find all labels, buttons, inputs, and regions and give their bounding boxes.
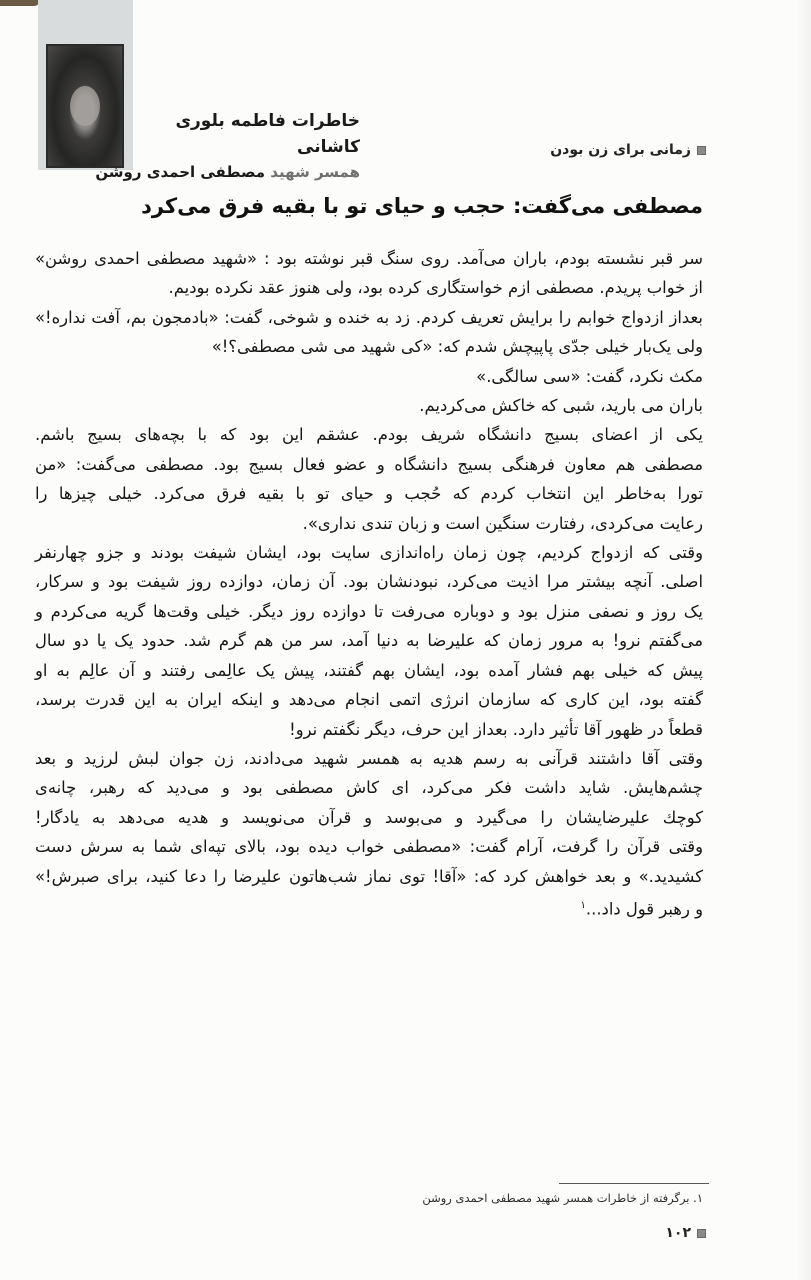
body-line: از خواب پریدم. مصطفی ازم خواستگاری کرده بود، ولی هنوز عقد نکرده بودیم. bbox=[168, 278, 703, 298]
author-relation: همسر شهید bbox=[270, 163, 360, 181]
footnote: ۱. برگرفته از خاطرات همسر شهید مصطفی احمدی روشن bbox=[422, 1191, 703, 1205]
body-line: بعداز ازدواج خوابم را برایش تعریف کردم. زد به خنده و شوخی، گفت: «بادمجون بم، آفت نداره!» bbox=[35, 307, 703, 327]
footnote-marker[interactable]: ۱ bbox=[580, 899, 586, 911]
body-line: تورا به‌خاطر این انتخاب کردم که حُجب و حیای تو با بقیه فرق می‌کرد. خیلی چیزها را bbox=[35, 484, 703, 504]
body-line: کشیدید.» و بعد خواهش کرد که: «آقا! توی نماز شب‌هاتون علیرضا را دعا کنید، برای صبرش!» bbox=[35, 866, 703, 886]
body-line-final bbox=[35, 891, 703, 924]
body-line-final-text: و رهبر قول داد... bbox=[585, 899, 703, 919]
square-bullet-icon bbox=[697, 146, 706, 155]
body-line: قطعاً در ظهور آقا تأثیر دارد. بعداز این حرف، دیگر نگفتم نرو! bbox=[289, 719, 703, 739]
body-line: رعایت می‌کردی، رفتارت سنگین است و زبان تندی نداری». bbox=[302, 513, 703, 533]
body-line: وقتی قرآن را گرفت، آرام گفت: «مصطفی خواب دیده بود، بالای تپه‌ای شما به سرش دست bbox=[35, 837, 703, 857]
author-portrait bbox=[38, 0, 133, 170]
running-head-text: زمانی برای زن بودن bbox=[550, 142, 691, 158]
author-martyr-name: مصطفی احمدی روشن bbox=[95, 163, 266, 181]
portrait-face bbox=[70, 86, 100, 126]
body-line: چشم‌هایش. شاید داشت فکر می‌کرد، ای کاش مصطفی بود و می‌دید که رهبر، چانه‌ی bbox=[35, 778, 703, 798]
portrait-photo bbox=[46, 44, 124, 168]
body-line: یکی از اعضای بسیج دانشگاه شریف بودم. عشقم این بود که با بچه‌های بسیج باشم. bbox=[35, 425, 703, 445]
footnote-divider bbox=[559, 1183, 709, 1184]
page-edge bbox=[797, 0, 811, 1280]
square-bullet-icon bbox=[697, 1229, 706, 1238]
page-corner-shadow bbox=[0, 0, 40, 6]
body-line: پیش که خیلی بهم فشار آمده بود، ایشان بهم گفتند، پیش یک عالِمی رفتند و آن عالِم به او bbox=[35, 660, 703, 680]
running-head bbox=[550, 142, 706, 158]
author-name: خاطرات فاطمه بلوری کاشانی bbox=[175, 111, 360, 157]
body-line: سر قبر نشسته بودم، باران می‌آمد. روی سنگ قبر نوشته بود : «شهید مصطفی احمدی روشن» bbox=[35, 249, 703, 268]
body-line: می‌گفتم نرو! به مرور زمان که علیرضا به دنیا آمد، سر من هم گرم شد. حدود یک یا دو سال bbox=[35, 631, 703, 651]
author-subtitle bbox=[95, 160, 360, 184]
page-number-text: ۱۰۲ bbox=[665, 1225, 691, 1241]
body-line: باران می بارید، شبی که خاکش می‌کردیم. bbox=[419, 396, 703, 416]
body-text bbox=[35, 244, 703, 924]
body-line: وقتی آقا داشتند قرآنی به رسم هدیه به همسر شهید می‌دادند، زن جوان لبش لرزید و بعد bbox=[35, 748, 703, 768]
body-line: یک روز و نصفی منزل بود و دوباره می‌رفت تا دوازده روز دیگر. خیلی وقت‌ها گریه می‌کردم و bbox=[35, 601, 703, 621]
body-line: ولی یک‌بار خیلی جدّی پاپیچش شدم که: «کی شهید می شی مصطفی؟!» bbox=[211, 337, 703, 357]
body-line: مکث نکرد، گفت: «سی سالگی.» bbox=[476, 366, 703, 386]
author-block bbox=[95, 108, 360, 184]
chapter-title: مصطفی می‌گفت: حجب و حیای تو با بقیه فرق می‌کرد bbox=[141, 194, 703, 218]
page-number bbox=[665, 1225, 706, 1241]
body-line: گفته بود، این کاری که سازمان انرژی اتمی انجام می‌دهد و اینکه ایران به این قدرت برسد، bbox=[35, 690, 703, 710]
body-line: اصلی. آنچه بیشتر مرا اذیت می‌کرد، نبودنشان بود. آن زمان، دوازده روز شیفت بود و سرکار، bbox=[35, 572, 703, 592]
body-line: وقتی که ازدواج کردیم، چون زمان راه‌اندازی سایت بود، ایشان شیفت بودند و جزو چهارنفر bbox=[35, 543, 703, 563]
body-line: کوچك علیرضایشان را می‌گیرد و می‌بوسد و قرآن می‌نویسد و هدیه می‌دهد به یادگار! bbox=[35, 807, 703, 827]
body-line: مصطفی هم معاون فرهنگی بسیج دانشگاه و عضو فعال بسیج بود. مصطفی می‌گفت: «من bbox=[35, 454, 703, 474]
